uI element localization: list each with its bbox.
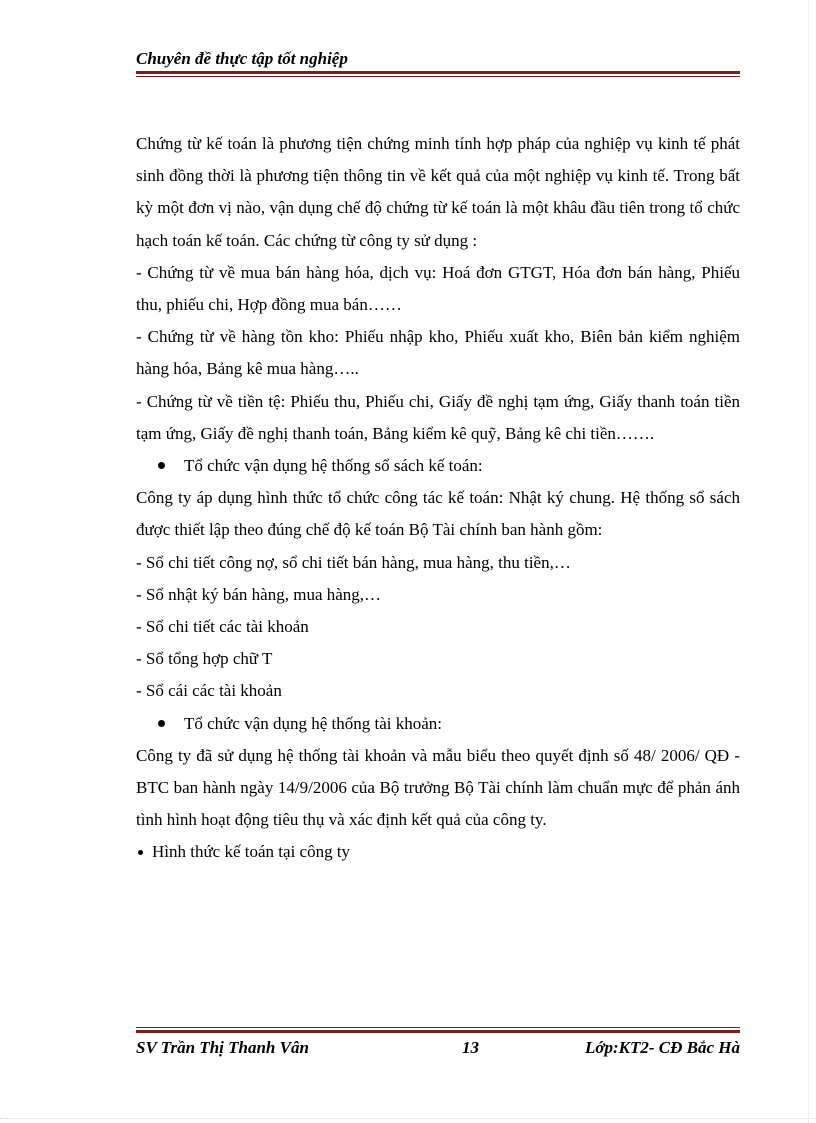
footer-rule-thin <box>136 1027 740 1028</box>
voucher-item: - Chứng từ về tiền tệ: Phiếu thu, Phiếu chi, Giấy đề nghị tạm ứng, Giấy thanh toán tiền tạm ứng, Giấy đề nghị thanh toán, Bảng kiểm kê quỹ, Bảng kê chi tiền……. <box>136 391 740 443</box>
book-item: - Sổ chi tiết các tài khoản <box>136 617 309 637</box>
header-title: Chuyên đề thực tập tốt nghiệp <box>136 49 348 68</box>
bullet-accounts <box>136 708 740 740</box>
small-bullet-dot-icon <box>138 850 143 855</box>
book-item: - Sổ nhật ký bán hàng, mua hàng,… <box>136 584 382 604</box>
footer-rule-thick <box>136 1030 740 1033</box>
page-bottom-edge <box>0 1118 816 1119</box>
bullet-dot-icon <box>158 462 165 469</box>
page-footer <box>136 1036 740 1060</box>
books-intro-paragraph: Công ty áp dụng hình thức tổ chức công tác kế toán: Nhật ký chung. Hệ thống sổ sách được thiết lập theo đúng chế độ kế toán Bộ Tài chính ban hành gồm: <box>136 488 740 540</box>
accounts-paragraph: Công ty đã sử dụng hệ thống tài khoản và mẫu biểu theo quyết định số 48/ 2006/ QĐ - BTC ban hành ngày 14/9/2006 của Bộ trưởng Bộ Tài chính làm chuẩn mực để phản ánh tình hình hoạt động tiêu thụ và xác định kết quả của công ty. <box>136 745 740 830</box>
page-header <box>136 48 740 70</box>
footer-class: Lớp:KT2- CĐ Bắc Hà <box>584 1038 740 1057</box>
footer-student-name: SV Trần Thị Thanh Vân <box>136 1038 309 1057</box>
voucher-item: - Chứng từ về hàng tồn kho: Phiếu nhập kho, Phiếu xuất kho, Biên bản kiểm nghiệm hàng hóa, Bảng kê mua hàng….. <box>136 327 740 379</box>
header-rule-thin <box>136 76 740 77</box>
bullet-books <box>136 450 740 482</box>
header-rule-thick <box>136 71 740 74</box>
voucher-item: - Chứng từ về mua bán hàng hóa, dịch vụ: Hoá đơn GTGT, Hóa đơn bán hàng, Phiếu thu, phiếu chi, Hợp đồng mua bán…… <box>136 262 740 315</box>
footer-page-number: 13 <box>462 1038 479 1057</box>
bullet-form-label: Hình thức kế toán tại công ty <box>152 842 351 862</box>
book-item: - Sổ tổng hợp chữ T <box>136 649 273 669</box>
document-body <box>136 128 740 869</box>
book-item: - Sổ cái các tài khoản <box>136 681 282 701</box>
bullet-books-label: Tổ chức vận dụng hệ thống sổ sách kế toán: <box>184 456 483 476</box>
book-item: - Sổ chi tiết công nợ, sổ chi tiết bán hàng, mua hàng, thu tiền,… <box>136 552 571 572</box>
bullet-form <box>136 836 740 868</box>
page-right-edge <box>808 0 809 1123</box>
bullet-dot-icon <box>158 720 165 727</box>
intro-paragraph: Chứng từ kế toán là phương tiện chứng minh tính hợp pháp của nghiệp vụ kinh tế phát sinh đồng thời là phương tiện thông tin về kết quả của một nghiệp vụ kinh tế. Trong bất kỳ một đơn vị nào, vận dụng chế độ chứng từ kế toán là một khâu đầu tiên trong tổ chức hạch toán kế toán. Các chứng từ công ty sử dụng : <box>136 134 740 250</box>
bullet-accounts-label: Tổ chức vận dụng hệ thống tài khoản: <box>184 713 443 733</box>
